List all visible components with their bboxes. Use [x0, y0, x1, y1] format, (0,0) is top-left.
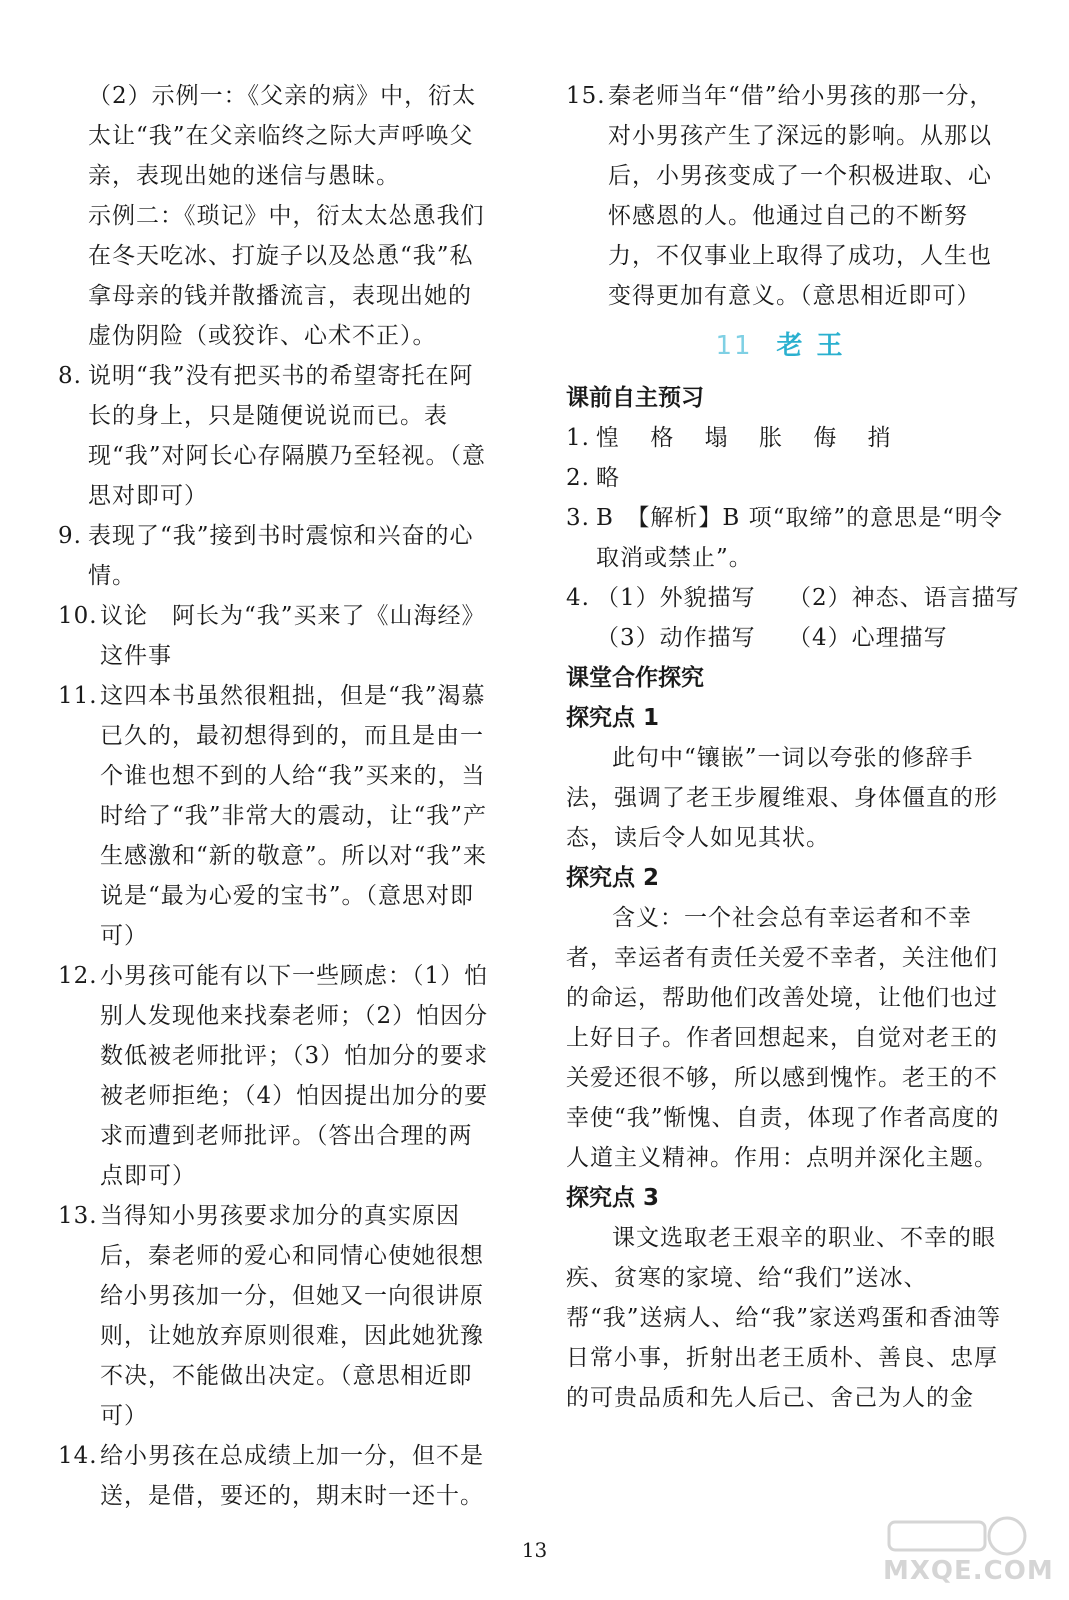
explore-point-3-text: 课文选取老王艰辛的职业、不幸的眼疾、贫寒的家境、给“我们”送冰、帮“我”送病人、给“我”家送鸡蛋和香油等日常小事，折射出老王质朴、善良、忠厚的可贵品质和先人后己、舍己为人的金 — [566, 1225, 1002, 1411]
character: 胀 — [758, 425, 783, 451]
answer-item-15 — [566, 76, 1006, 316]
preview-item-2 — [566, 458, 1006, 498]
character: 侮 — [813, 425, 838, 451]
answer-item-8 — [58, 356, 490, 516]
answer-item-11 — [58, 676, 490, 956]
item-number: 10. — [58, 603, 98, 629]
character: 塌 — [704, 425, 729, 451]
answer-7-2-example-1: （2）示例一：《父亲的病》中，衍太太让“我”在父亲临终之际大声呼唤父亲，表现出她的迷信与愚昧。 — [88, 83, 477, 189]
character-list — [596, 418, 1006, 458]
preview-item-4 — [566, 578, 1020, 618]
preview-item-3 — [566, 498, 1006, 578]
answer-item-10 — [58, 596, 490, 676]
item-number: 12. — [58, 963, 98, 989]
explore-point-1-label: 探究点 1 — [566, 705, 660, 731]
answer-item-14 — [58, 1436, 490, 1516]
watermark-logo — [879, 1514, 1054, 1586]
lesson-name: 老王 — [776, 331, 857, 361]
explore-point-2-label: 探究点 2 — [566, 865, 660, 891]
answer-item-12 — [58, 956, 490, 1196]
item-number: 13. — [58, 1203, 98, 1229]
explore-point-2-text: 含义：一个社会总有幸运者和不幸者，幸运者有责任关爱不幸者，关注他们的命运，帮助他们改善处境，让他们也过上好日子。作者回想起来，自觉对老王的关爱还很不够，所以感到愧怍。老王的不幸使“我”惭愧、自责，体现了作者高度的人道主义精神。作用：点明并深化主题。 — [566, 905, 1000, 1171]
answer-7-2-example-2: 示例二：《琐记》中，衍太太怂恿我们在冬天吃冰、打旋子以及怂恿“我”私拿母亲的钱并散播流言，表现出她的虚伪阴险（或狡诈、心术不正）。 — [88, 203, 485, 349]
item-number: 2. — [566, 465, 590, 491]
item-text: 当得知小男孩要求加分的真实原因后，秦老师的爱心和同情心使她很想给小男孩加一分，但她又一向很讲原则，让她放弃原则很难，因此她犹豫不决，不能做出决定。（意思相近即可） — [100, 1203, 484, 1429]
preview-item-4-line-2: （3）动作描写 （4）心理描写 — [596, 625, 948, 651]
item-number: 8. — [58, 363, 82, 389]
character: 捎 — [867, 425, 892, 451]
right-column — [566, 76, 1020, 1418]
item-text: 小男孩可能有以下一些顾虑：（1）怕别人发现他来找秦老师；（2）怕因分数低被老师批评；（3）怕加分的要求被老师拒绝；（4）怕因提出加分的要求而遭到老师批评。（答出合理的两点即可） — [100, 963, 489, 1189]
section-heading-preview: 课前自主预习 — [566, 385, 704, 411]
lesson-number: 11 — [715, 331, 753, 361]
item-number: 1. — [566, 425, 590, 451]
item-number: 15. — [566, 83, 606, 109]
explore-point-1-text: 此句中“镶嵌”一词以夸张的修辞手法，强调了老王步履维艰、身体僵直的形态，读后令人如见其状。 — [566, 745, 998, 851]
page-number: 13 — [521, 1538, 548, 1562]
character: 惶 — [596, 425, 620, 451]
explore-point-3-label: 探究点 3 — [566, 1185, 660, 1211]
item-text: 秦老师当年“借”给小男孩的那一分，对小男孩产生了深远的影响。从那以后，小男孩变成了一个积极进取、心怀感恩的人。他通过自己的不断努力，不仅事业上取得了成功，人生也变得更加有意义。（意思相近即可） — [608, 83, 994, 309]
item-number: 11. — [58, 683, 98, 709]
preview-item-1 — [566, 418, 1006, 458]
item-text: 这四本书虽然很粗拙，但是“我”渴慕已久的，最初想得到的，而且是由一个谁也想不到的人给“我”买来的，当时给了“我”非常大的震动，让“我”产生感激和“新的敬意”。所以对“我”来说是“最为心爱的宝书”。（意思对即可） — [100, 683, 488, 949]
item-text: B 【解析】B 项“取缔”的意思是“明令取消或禁止”。 — [596, 505, 1003, 571]
item-text: 说明“我”没有把买书的希望寄托在阿长的身上，只是随便说说而已。表现“我”对阿长心存隔膜乃至轻视。（意思对即可） — [88, 363, 487, 509]
item-text: 略 — [596, 465, 620, 491]
character: 格 — [650, 425, 675, 451]
item-text: （1）外貌描写 （2）神态、语言描写 — [596, 585, 1020, 611]
watermark-text: MXQE.COM — [883, 1556, 1054, 1586]
item-text: 议论 阿长为“我”买来了《山海经》这件事 — [100, 603, 486, 669]
answer-item-9 — [58, 516, 490, 596]
item-text: 给小男孩在总成绩上加一分，但不是送，是借，要还的，期末时一还十。 — [100, 1443, 484, 1509]
item-number: 14. — [58, 1443, 98, 1469]
left-column — [58, 76, 490, 1516]
section-heading-explore: 课堂合作探究 — [566, 665, 704, 691]
lesson-title — [566, 326, 1006, 366]
answer-item-13 — [58, 1196, 490, 1436]
item-number: 3. — [566, 505, 590, 531]
item-text: 表现了“我”接到书时震惊和兴奋的心情。 — [88, 523, 474, 589]
item-number: 9. — [58, 523, 82, 549]
item-number: 4. — [566, 585, 590, 611]
